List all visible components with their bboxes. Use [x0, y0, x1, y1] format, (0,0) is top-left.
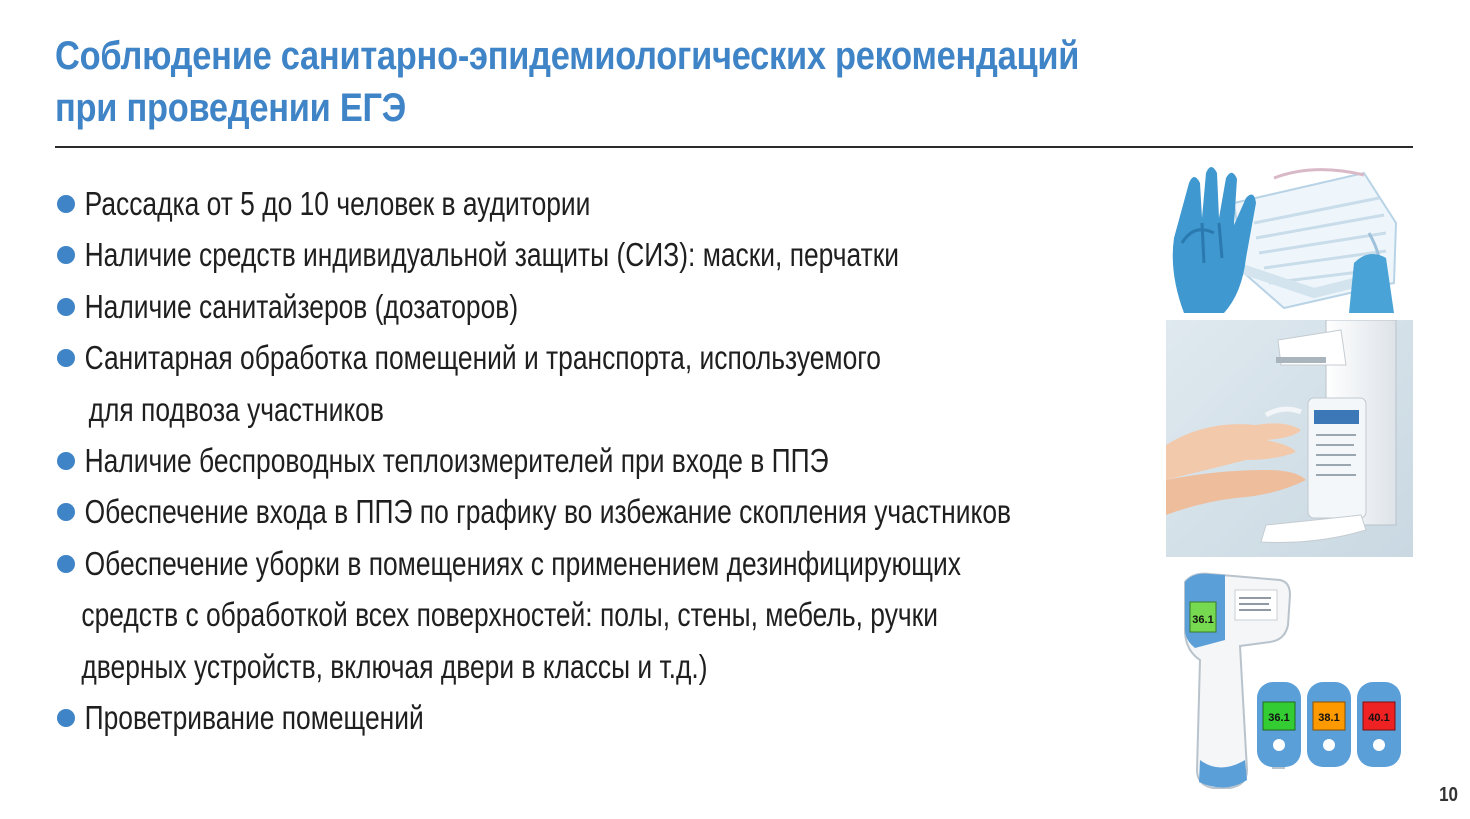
bullet-text-continuation: средств с обработкой всех поверхностей: полы, стены, мебель, ручки [81, 596, 938, 634]
display-reading: 36.1 [1192, 614, 1214, 626]
bullet-item [55, 332, 1255, 435]
bullet-item [55, 435, 1255, 486]
bullet-text-continuation: дверных устройств, включая двери в классы и т.д.) [81, 647, 708, 685]
title-line-2: при проведении ЕГЭ [55, 86, 407, 130]
page-number: 10 [1439, 784, 1458, 806]
bullet-text: Обеспечение уборки в помещениях с применением дезинфицирующих [84, 544, 961, 582]
bullet-list [55, 178, 1255, 743]
bullet-text: Рассадка от 5 до 10 человек в аудитории [84, 185, 591, 222]
bullet-item [55, 281, 1255, 332]
thermometer-icon [1357, 682, 1401, 767]
bullet-text: Наличие беспроводных теплоизмерителей при входе в ППЭ [84, 442, 829, 480]
bullet-item [55, 229, 1255, 280]
slide-title [55, 30, 1087, 134]
bullet-text: Наличие средств индивидуальной защиты (СИЗ): маски, перчатки [84, 236, 900, 274]
thermometers-image [1165, 570, 1413, 800]
bullet-text: Проветривание помещений [84, 699, 424, 737]
display-reading: 38.1 [1318, 712, 1340, 724]
bullet-text: Санитарная обработка помещений и транспорта, используемого [84, 339, 881, 377]
display-reading: 40.1 [1368, 712, 1390, 724]
title-divider [55, 146, 1413, 148]
bullet-item [55, 692, 1255, 743]
bullet-item [55, 538, 1255, 692]
bullet-item [55, 486, 1255, 537]
thermometer-icon [1257, 682, 1301, 768]
title-line-1: Соблюдение санитарно-эпидемиологических рекомендаций [55, 34, 1080, 78]
bullet-item [55, 178, 1255, 229]
display-reading: 36.1 [1268, 712, 1290, 724]
bullet-text: Обеспечение входа в ППЭ по графику во избежание скопления участников [84, 493, 1012, 531]
sanitizer-dispenser-image [1166, 320, 1413, 557]
bullet-text: Наличие санитайзеров (дозаторов) [84, 287, 519, 325]
thermometer-icon [1307, 682, 1351, 767]
bullet-text-continuation: для подвоза участников [88, 390, 384, 428]
gloves-masks-image [1164, 163, 1398, 313]
